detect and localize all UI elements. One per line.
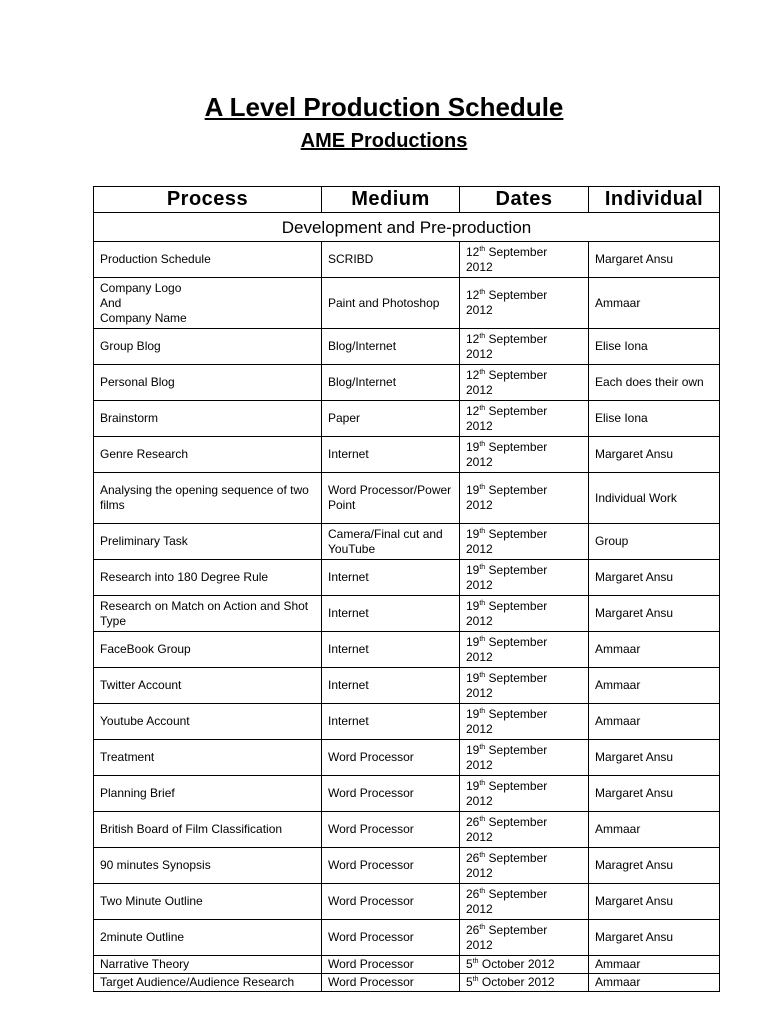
cell-process: 90 minutes Synopsis [94,848,322,884]
date-rest: September 2012 [466,562,548,592]
cell-date [460,437,589,473]
date-ordinal: th [479,332,486,340]
table-row [94,437,720,473]
date-day: 12 [466,331,480,346]
table-row [94,776,720,812]
date-ordinal: th [472,958,479,965]
cell-process: 2minute Outline [94,920,322,956]
cell-medium: Word Processor/Power Point [322,473,460,524]
cell-individual: Each does their own [589,365,720,401]
cell-date [460,242,589,278]
table-row [94,560,720,596]
cell-process: Production Schedule [94,242,322,278]
date-rest: September 2012 [466,598,548,628]
cell-date [460,848,589,884]
date-ordinal: th [479,887,486,895]
date-ordinal: th [479,743,486,751]
date-day: 12 [466,403,480,418]
cell-individual: Ammaar [589,956,720,974]
cell-process: Genre Research [94,437,322,473]
date-rest: September 2012 [466,244,548,274]
table-row [94,632,720,668]
cell-individual: Margaret Ansu [589,560,720,596]
cell-individual: Ammaar [589,278,720,329]
date-ordinal: th [479,923,486,931]
table-row [94,473,720,524]
cell-individual: Margaret Ansu [589,884,720,920]
cell-individual: Margaret Ansu [589,776,720,812]
cell-individual: Margaret Ansu [589,596,720,632]
cell-medium: Paint and Photoshop [322,278,460,329]
date-ordinal: th [479,527,486,535]
cell-process: Preliminary Task [94,524,322,560]
cell-date [460,524,589,560]
date-rest: September 2012 [466,439,548,469]
date-day: 19 [466,562,480,577]
date-ordinal: th [479,851,486,859]
table-row [94,740,720,776]
cell-medium: Internet [322,596,460,632]
cell-process: Research into 180 Degree Rule [94,560,322,596]
cell-date [460,884,589,920]
date-ordinal: th [479,245,486,253]
cell-medium: Blog/Internet [322,329,460,365]
cell-medium: Paper [322,401,460,437]
cell-individual: Elise Iona [589,401,720,437]
table-row [94,278,720,329]
cell-individual: Ammaar [589,668,720,704]
date-rest: September 2012 [466,850,548,880]
cell-medium: Internet [322,668,460,704]
table-row [94,974,720,992]
date-ordinal: th [479,815,486,823]
cell-date [460,704,589,740]
table-row [94,812,720,848]
date-rest: September 2012 [466,706,548,736]
date-ordinal: th [479,404,486,412]
date-day: 5 [466,975,473,989]
date-rest: September 2012 [466,670,548,700]
date-day: 19 [466,670,480,685]
cell-date [460,329,589,365]
cell-individual: Ammaar [589,632,720,668]
cell-individual: Margaret Ansu [589,920,720,956]
cell-medium: Word Processor [322,740,460,776]
cell-medium: Blog/Internet [322,365,460,401]
cell-individual: Ammaar [589,704,720,740]
date-day: 26 [466,850,480,865]
table-row [94,920,720,956]
date-ordinal: th [479,484,486,491]
cell-individual: Maragret Ansu [589,848,720,884]
cell-individual: Ammaar [589,812,720,848]
date-rest: September 2012 [466,778,548,808]
date-ordinal: th [479,779,486,787]
cell-process: Narrative Theory [94,956,322,974]
cell-date [460,776,589,812]
date-rest: September 2012 [466,742,548,772]
date-ordinal: th [479,563,486,571]
cell-medium: Word Processor [322,956,460,974]
cell-process: Research on Match on Action and Shot Type [94,596,322,632]
date-rest: September 2012 [466,367,548,397]
header-medium: Medium [322,187,460,213]
date-rest: September 2012 [466,886,548,916]
cell-date [460,278,589,329]
page-subtitle: AME Productions [300,130,468,152]
cell-process: Analysing the opening sequence of two films [94,473,322,524]
cell-medium: Word Processor [322,974,460,992]
table-row [94,848,720,884]
table-row [94,956,720,974]
section-title: Development and Pre-production [94,213,720,242]
cell-process: Group Blog [94,329,322,365]
cell-date [460,365,589,401]
cell-date [460,812,589,848]
cell-date [460,920,589,956]
cell-process: Twitter Account [94,668,322,704]
table-row [94,884,720,920]
cell-individual: Margaret Ansu [589,242,720,278]
cell-medium: Internet [322,704,460,740]
date-ordinal: th [479,635,486,643]
cell-date [460,740,589,776]
date-rest: September 2012 [466,526,548,556]
cell-process: Company Logo And Company Name [94,278,322,329]
date-day: 26 [466,886,480,901]
cell-medium: Internet [322,560,460,596]
section-row [94,213,720,242]
date-ordinal: th [472,976,479,983]
date-day: 26 [466,814,480,829]
date-rest: September 2012 [466,483,548,512]
cell-process: Personal Blog [94,365,322,401]
cell-date [460,596,589,632]
cell-medium: SCRIBD [322,242,460,278]
date-day: 12 [466,244,480,259]
cell-medium: Word Processor [322,848,460,884]
table-row [94,704,720,740]
cell-date [460,956,589,974]
date-ordinal: th [479,599,486,607]
table-row [94,524,720,560]
date-rest: September 2012 [466,403,548,433]
date-rest: September 2012 [466,634,548,664]
cell-process: Target Audience/Audience Research [94,974,322,992]
date-rest: September 2012 [466,331,548,361]
cell-individual: Margaret Ansu [589,740,720,776]
date-day: 19 [466,742,480,757]
cell-process: FaceBook Group [94,632,322,668]
cell-process: Two Minute Outline [94,884,322,920]
date-ordinal: th [479,368,486,376]
cell-individual: Margaret Ansu [589,437,720,473]
schedule-table [93,186,720,992]
page-title: A Level Production Schedule [204,92,564,122]
cell-medium: Internet [322,632,460,668]
date-day: 12 [466,288,480,302]
table-row [94,401,720,437]
date-day: 19 [466,598,480,613]
header-individual: Individual [589,187,720,213]
cell-process: British Board of Film Classification [94,812,322,848]
cell-date [460,401,589,437]
date-ordinal: th [479,707,486,715]
cell-medium: Word Processor [322,776,460,812]
date-day: 19 [466,483,480,497]
date-ordinal: th [479,289,486,296]
cell-individual: Ammaar [589,974,720,992]
date-day: 26 [466,922,480,937]
cell-date [460,632,589,668]
date-day: 5 [466,957,473,971]
table-row [94,329,720,365]
cell-individual: Group [589,524,720,560]
date-ordinal: th [479,671,486,679]
date-day: 12 [466,367,480,382]
date-day: 19 [466,778,480,793]
date-day: 19 [466,439,480,454]
cell-medium: Word Processor [322,920,460,956]
header-dates: Dates [460,187,589,213]
table-row [94,242,720,278]
cell-process: Brainstorm [94,401,322,437]
date-ordinal: th [479,440,486,448]
cell-date [460,668,589,704]
date-rest: October 2012 [478,957,555,971]
header-process: Process [94,187,322,213]
cell-medium: Word Processor [322,884,460,920]
date-rest: September 2012 [466,288,548,317]
date-rest: September 2012 [466,922,548,952]
cell-process: Planning Brief [94,776,322,812]
cell-process: Youtube Account [94,704,322,740]
cell-medium: Camera/Final cut and YouTube [322,524,460,560]
cell-process: Treatment [94,740,322,776]
cell-individual: Individual Work [589,473,720,524]
header-row [94,187,720,213]
cell-medium: Internet [322,437,460,473]
cell-date [460,560,589,596]
cell-individual: Elise Iona [589,329,720,365]
date-rest: October 2012 [478,975,555,989]
date-day: 19 [466,526,480,541]
table-row [94,596,720,632]
date-day: 19 [466,706,480,721]
table-row [94,365,720,401]
cell-date [460,473,589,524]
cell-date [460,974,589,992]
date-rest: September 2012 [466,814,548,844]
date-day: 19 [466,634,480,649]
cell-medium: Word Processor [322,812,460,848]
table-row [94,668,720,704]
